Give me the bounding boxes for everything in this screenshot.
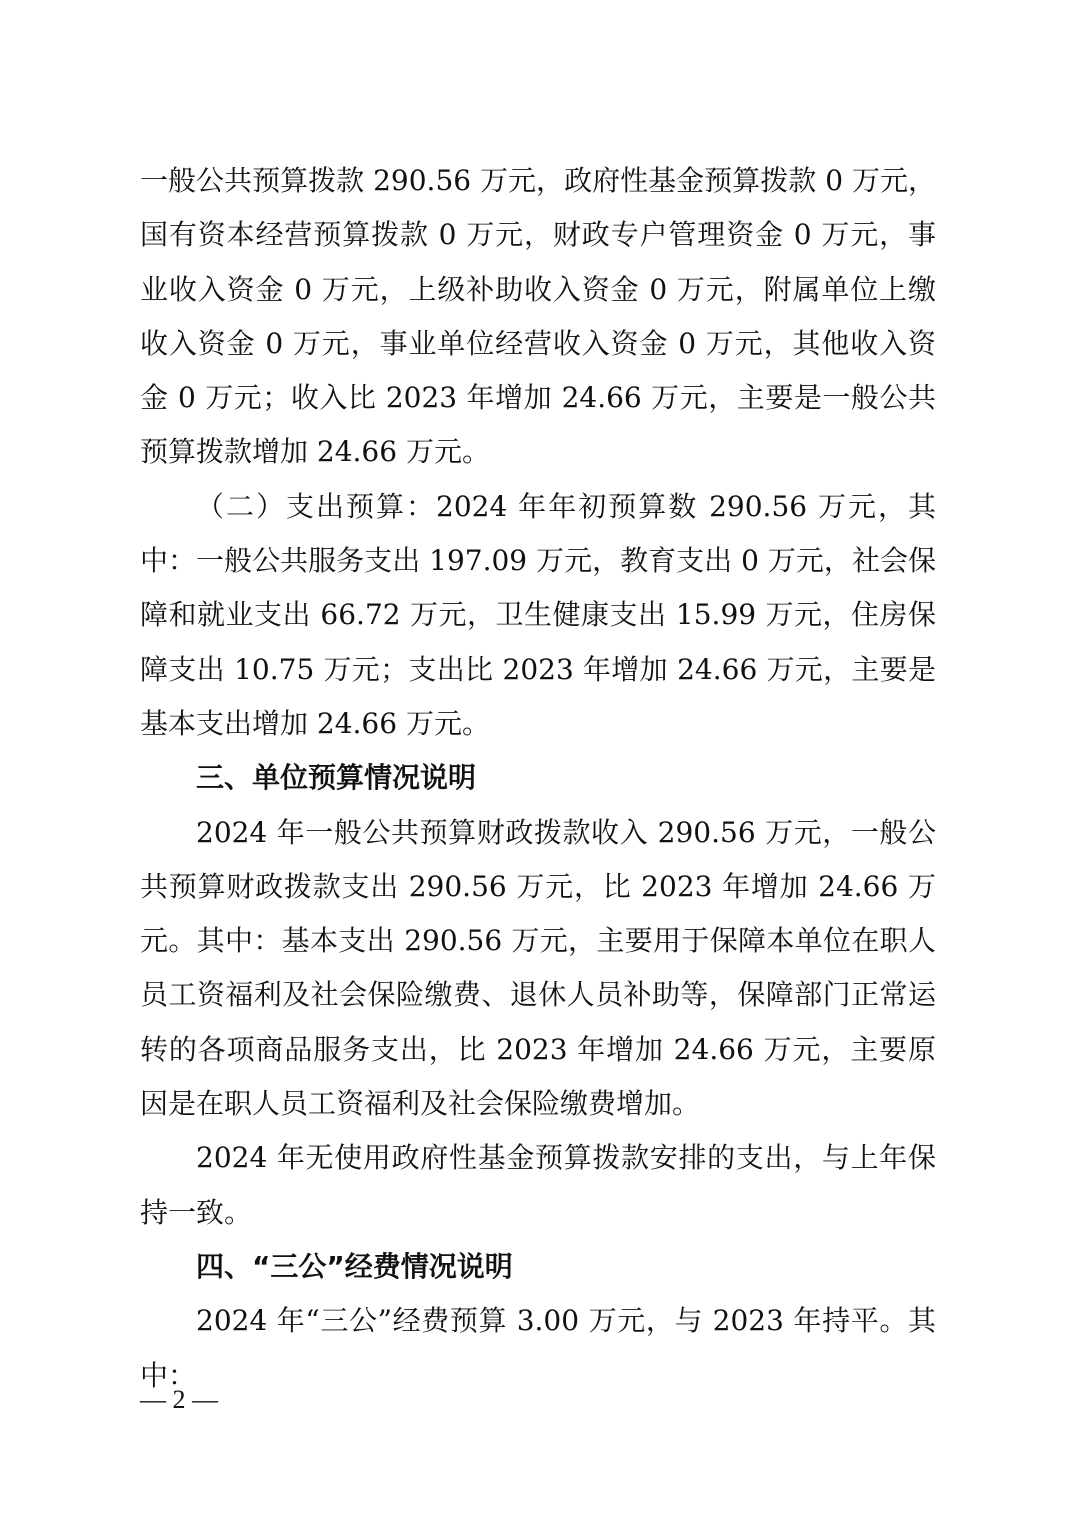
- section-heading-three-public: 四、“三公”经费情况说明: [196, 1249, 513, 1283]
- section-heading-unit-budget: 三、单位预算情况说明: [196, 761, 477, 795]
- paragraph-government-fund: 2024 年无使用政府性基金预算拨款安排的支出，与上年保持一致。: [140, 1141, 936, 1229]
- paragraph-three-public-budget: 2024 年“三公”经费预算 3.00 万元，与 2023 年持平。其中：: [140, 1304, 936, 1392]
- document-page: [140, 154, 936, 1403]
- paragraph-expenditure-budget: （二）支出预算：2024 年年初预算数 290.56 万元，其中：一般公共服务支出 197.09 万元，教育支出 0 万元，社会保障和就业支出 66.72 万元，卫生健康支出 15.99 万元，住房保障支出 10.75 万元；支出比 2023 年增加 24.66 万元，主要是基本支出增加 24.66 万元。: [140, 489, 936, 740]
- paragraph-income-budget: 一般公共预算拨款 290.56 万元，政府性基金预算拨款 0 万元，国有资本经营预算拨款 0 万元，财政专户管理资金 0 万元，事业收入资金 0 万元，上级补助收入资金 0 万元，附属单位上缴收入资金 0 万元，事业单位经营收入资金 0 万元，其他收入资金 0 万元；收入比 2023 年增加 24.66 万元，主要是一般公共预算拨款增加 24.66 万元。: [140, 164, 936, 469]
- paragraph-general-budget: 2024 年一般公共预算财政拨款收入 290.56 万元，一般公共预算财政拨款支出 290.56 万元，比 2023 年增加 24.66 万元。其中：基本支出 290.56 万元，主要用于保障本单位在职人员工资福利及社会保险缴费、退休人员补助等，保障部门正常运转的各项商品服务支出，比 2023 年增加 24.66 万元，主要原因是在职人员工资福利及社会保险缴费增加。: [140, 815, 936, 1121]
- page-number: — 2 —: [140, 1385, 218, 1414]
